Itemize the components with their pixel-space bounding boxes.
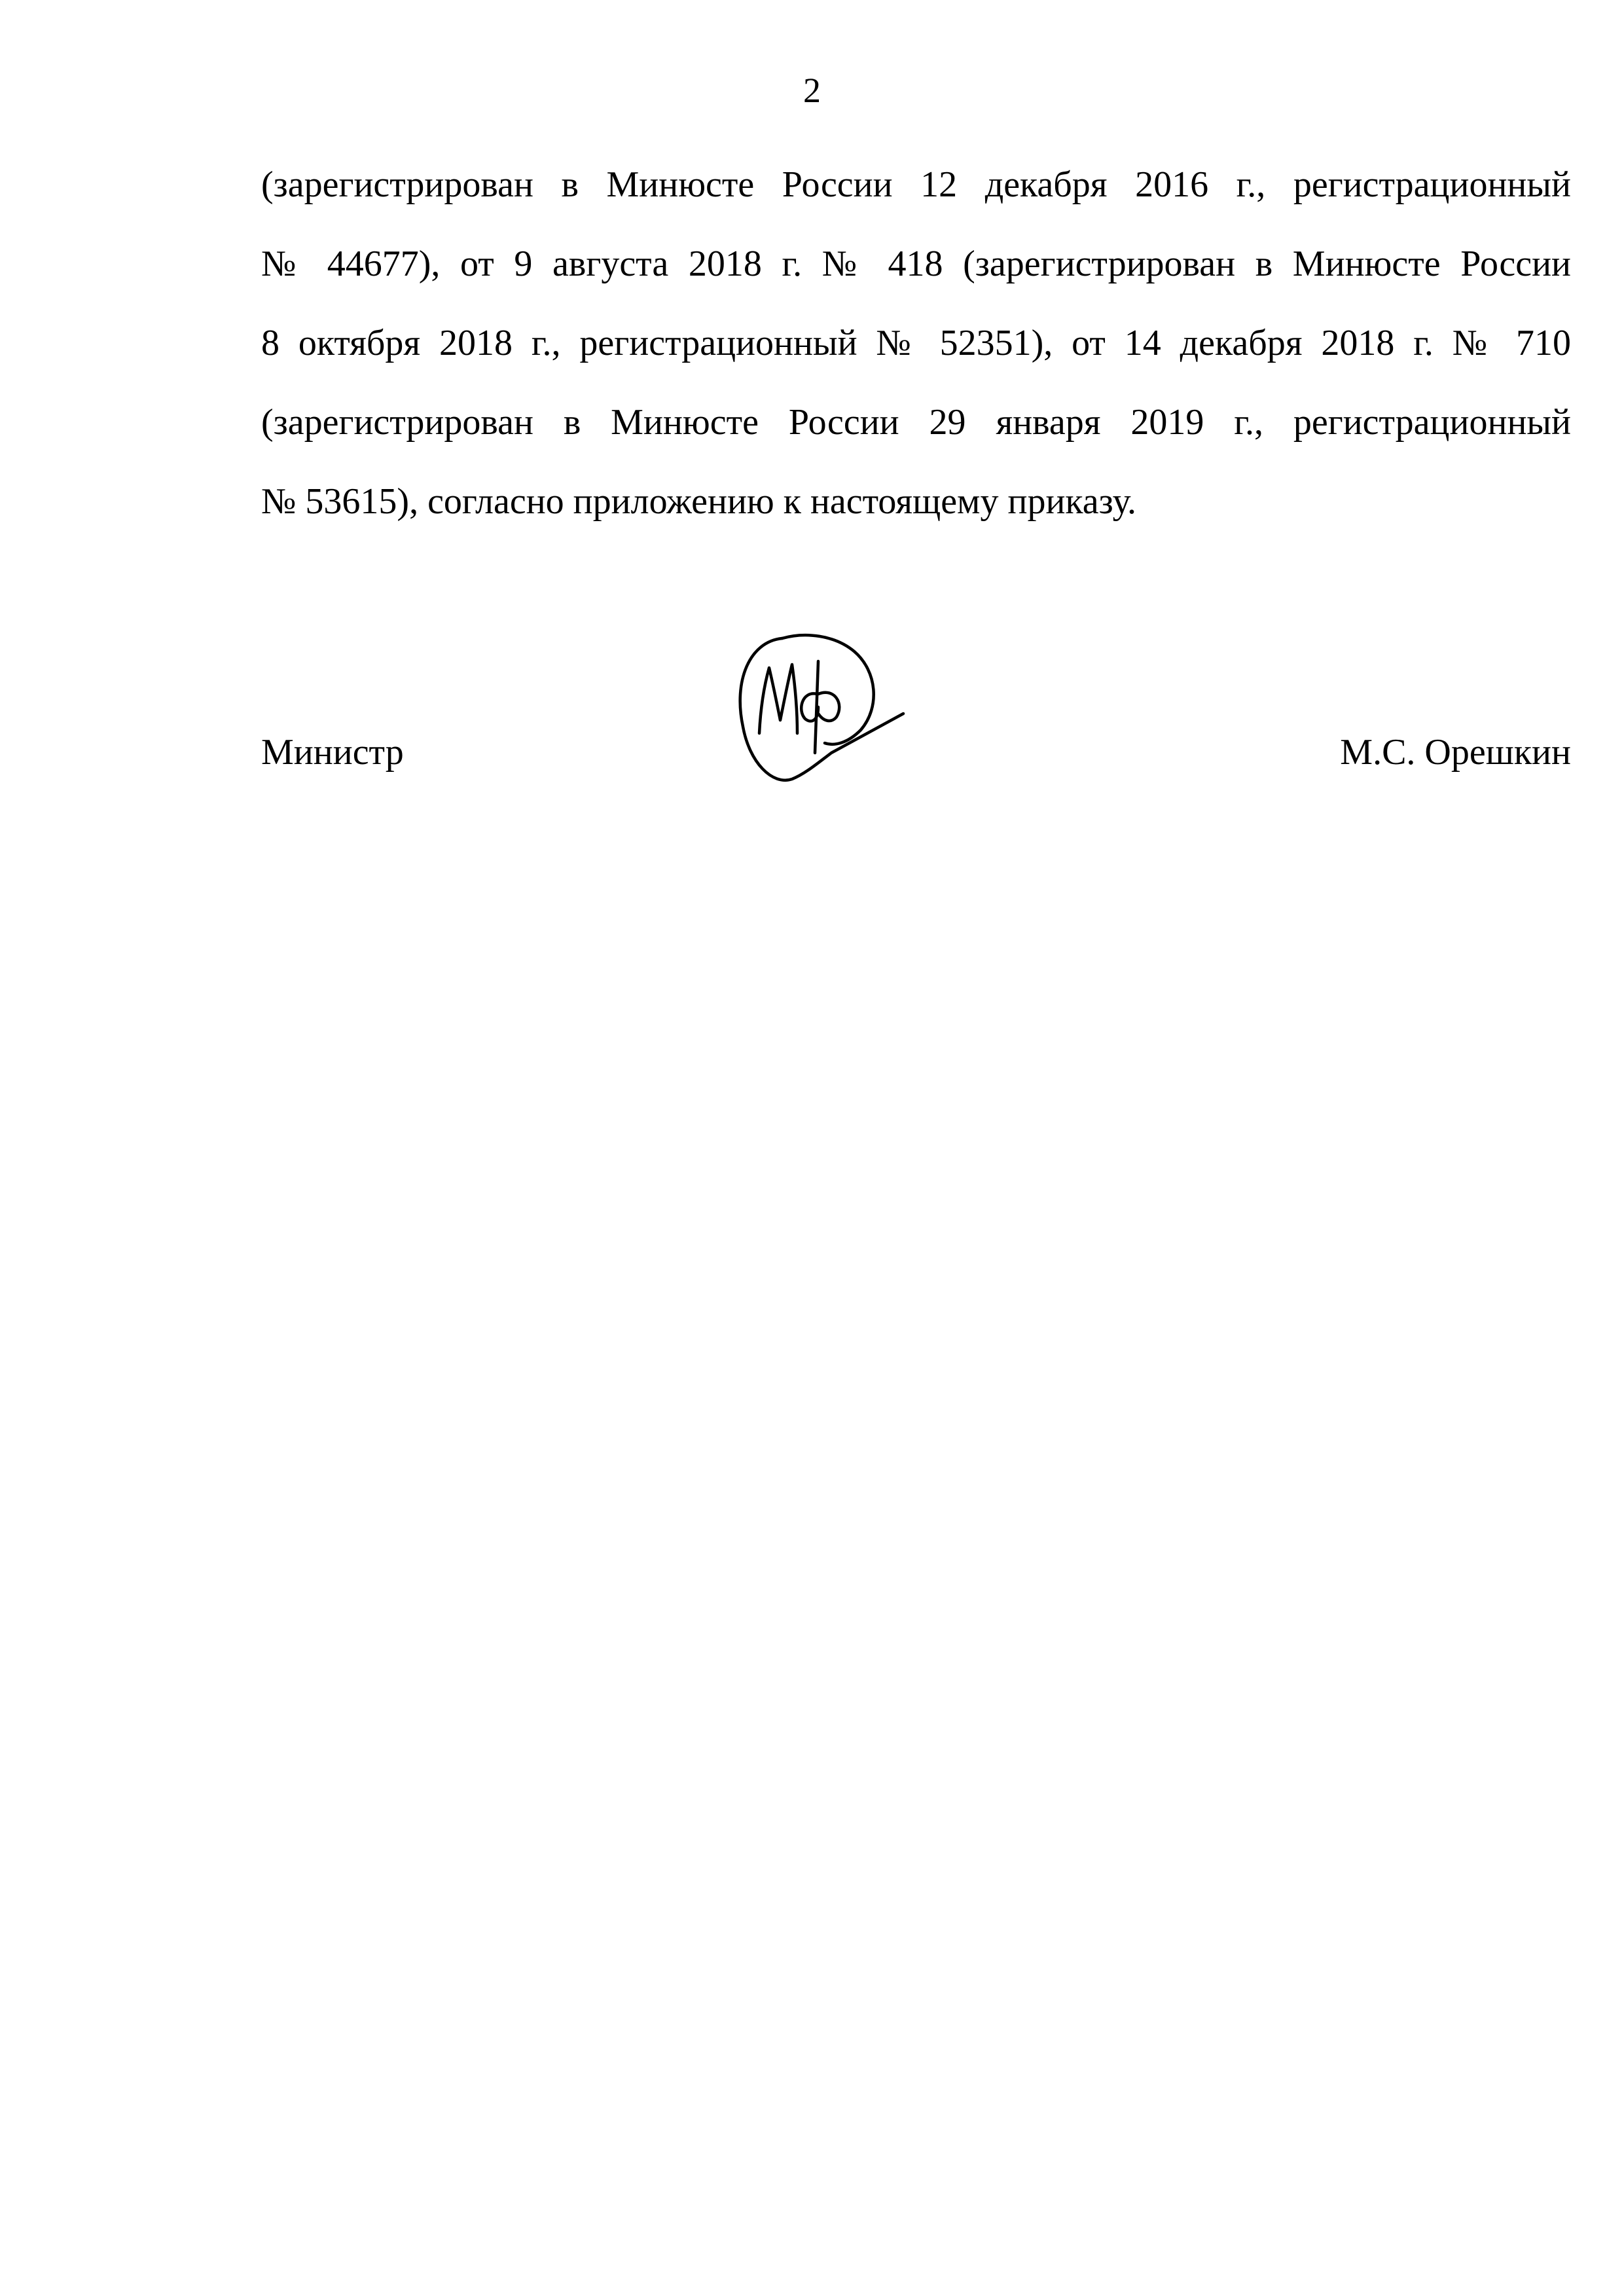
paragraph-line: 8 октября 2018 г., регистрационный № 52351), от 14 декабря 2018 г. № 710 xyxy=(261,323,1571,363)
paragraph-line: № 53615), согласно приложению к настоящему приказу. xyxy=(261,481,1136,522)
paragraph-line: (зарегистрирован в Минюсте России 12 декабря 2016 г., регистрационный xyxy=(261,164,1571,205)
handwritten-signature xyxy=(720,622,916,799)
paragraph-line: (зарегистрирован в Минюсте России 29 января 2019 г., регистрационный xyxy=(261,402,1571,443)
page-number: 2 xyxy=(803,71,821,110)
signer-name: М.С. Орешкин xyxy=(1340,732,1571,773)
signer-title: Министр xyxy=(261,732,404,773)
paragraph-line: № 44677), от 9 августа 2018 г. № 418 (зарегистрирован в Минюсте России xyxy=(261,244,1571,284)
body-paragraph xyxy=(261,145,1571,541)
